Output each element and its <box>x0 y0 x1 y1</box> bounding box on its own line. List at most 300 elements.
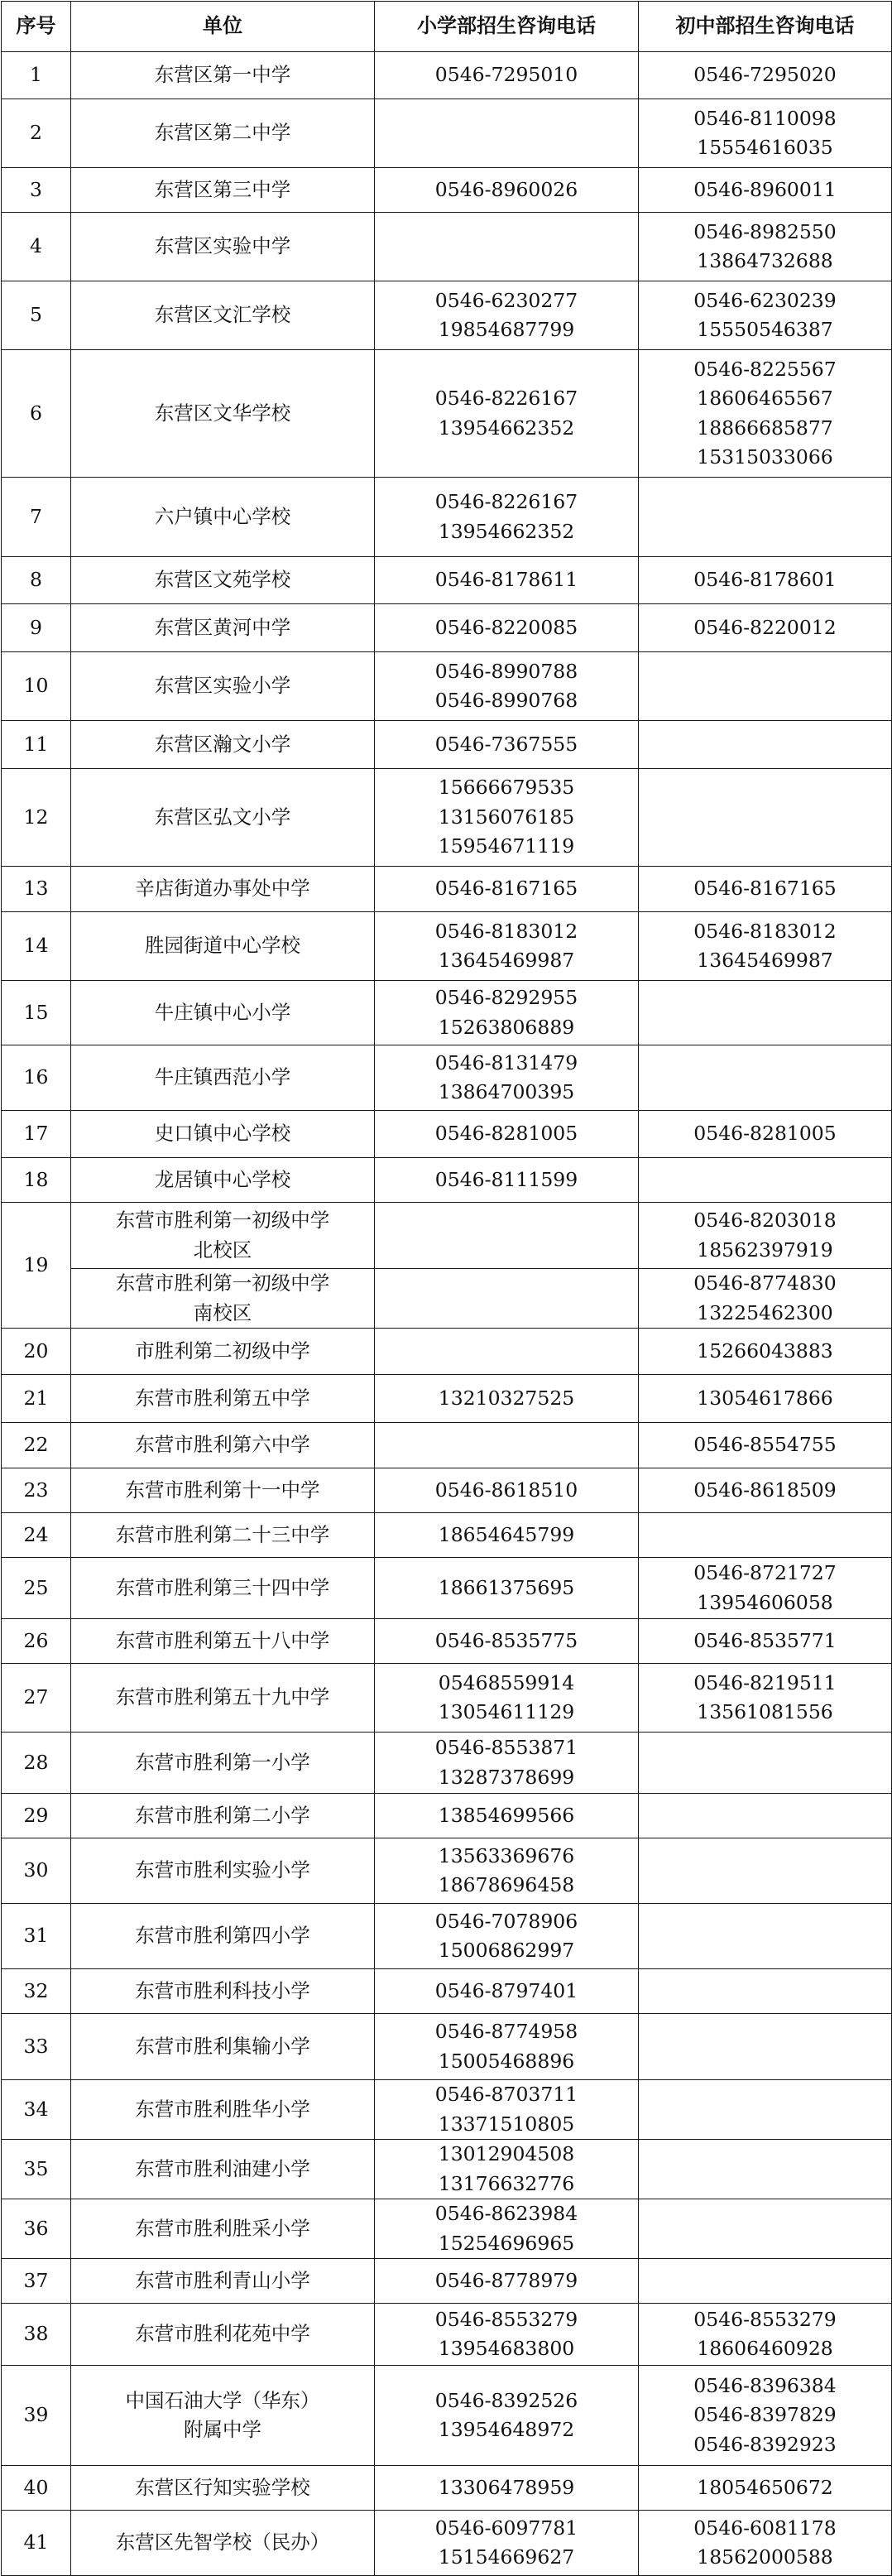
row-index: 9 <box>2 604 71 652</box>
junior-phone-cell <box>639 1969 892 2014</box>
unit-line: 东营区文华学校 <box>154 401 291 425</box>
junior-phone-cell <box>639 981 892 1045</box>
junior-phone-cell <box>639 1111 892 1158</box>
enrollment-phone-table <box>1 1 892 2576</box>
primary-phone-cell <box>375 2366 639 2466</box>
row-index: 17 <box>2 1111 71 1158</box>
table-row <box>2 2304 892 2366</box>
unit-line: 东营区文汇学校 <box>154 303 291 327</box>
unit-line: 东营区弘文小学 <box>154 805 291 829</box>
unit-line: 东营市胜利第二十三中学 <box>115 1522 330 1546</box>
unit-line: 东营区第一中学 <box>154 63 291 87</box>
primary-phone-cell <box>375 721 639 769</box>
primary-phone-line: 0546-8553279 <box>434 2307 578 2331</box>
primary-phone-line: 0546-8553871 <box>434 1736 578 1759</box>
unit-cell <box>71 1468 375 1513</box>
unit-cell <box>71 1904 375 1969</box>
table-row <box>2 1045 892 1111</box>
junior-phone-line: 0546-8721727 <box>693 1561 837 1584</box>
primary-phone-line: 15263806889 <box>438 1015 575 1039</box>
junior-phone-cell <box>639 604 892 652</box>
junior-phone-line: 0546-6081178 <box>693 2516 837 2540</box>
row-index: 33 <box>2 2014 71 2080</box>
primary-phone-line: 13156076185 <box>438 805 575 829</box>
unit-line: 东营市胜利第五中学 <box>135 1386 310 1410</box>
unit-line: 东营市胜利胜华小学 <box>135 2097 310 2121</box>
unit-line: 东营市胜利油建小学 <box>135 2156 310 2180</box>
primary-phone-line: 15006862997 <box>438 1939 575 1962</box>
primary-phone-cell <box>375 1664 639 1733</box>
junior-phone-cell <box>639 1619 892 1664</box>
table-row <box>2 2366 892 2466</box>
unit-cell <box>71 2511 375 2576</box>
junior-phone-cell <box>639 769 892 867</box>
junior-phone-line: 0546-8774830 <box>693 1271 837 1295</box>
primary-phone-cell <box>375 2511 639 2576</box>
junior-phone-cell <box>639 1468 892 1513</box>
unit-cell <box>71 1111 375 1158</box>
junior-phone-cell <box>639 99 892 168</box>
junior-phone-line: 15315033066 <box>697 445 833 469</box>
table-row <box>2 1733 892 1794</box>
row-index: 5 <box>2 281 71 350</box>
table-row <box>2 2199 892 2259</box>
unit-cell <box>71 99 375 168</box>
unit-line: 牛庄镇西范小学 <box>154 1065 291 1089</box>
primary-phone-line: 0546-8226167 <box>434 387 578 410</box>
unit-line: 辛店街道办事处中学 <box>135 877 310 901</box>
primary-phone-line: 18654645799 <box>438 1522 575 1546</box>
table-row <box>2 2511 892 2576</box>
primary-phone-cell <box>375 99 639 168</box>
table-row <box>2 2080 892 2140</box>
unit-line: 东营市胜利集输小学 <box>135 2034 310 2058</box>
table-row <box>2 1513 892 1558</box>
junior-phone-line: 0546-8392923 <box>693 2432 837 2456</box>
junior-phone-line: 13954606058 <box>697 1590 833 1614</box>
row-index: 24 <box>2 1513 71 1558</box>
table-body <box>2 52 892 2576</box>
table-row <box>2 1203 892 1269</box>
primary-phone-line: 13563369676 <box>438 1843 575 1867</box>
primary-phone-line: 0546-8703711 <box>434 2083 578 2106</box>
row-index: 40 <box>2 2466 71 2511</box>
row-index: 12 <box>2 769 71 867</box>
row-index: 35 <box>2 2140 71 2199</box>
primary-phone-cell <box>375 652 639 721</box>
unit-line: 东营市胜利第一小学 <box>135 1750 310 1774</box>
table-row <box>2 557 892 604</box>
junior-phone-cell <box>639 2304 892 2366</box>
header-index: 序号 <box>2 2 71 52</box>
primary-phone-line: 13954683800 <box>438 2337 575 2360</box>
unit-line: 东营市胜利第四小学 <box>135 1924 310 1948</box>
table-row <box>2 99 892 168</box>
junior-phone-line: 18606460928 <box>697 2337 833 2360</box>
row-index: 41 <box>2 2511 71 2576</box>
table-row <box>2 52 892 99</box>
primary-phone-line: 0546-8797401 <box>434 1978 578 2002</box>
primary-phone-line: 15154669627 <box>438 2545 575 2569</box>
junior-phone-line: 0546-8396384 <box>693 2373 837 2397</box>
primary-phone-cell <box>375 2199 639 2259</box>
junior-phone-cell <box>639 1513 892 1558</box>
row-index: 20 <box>2 1329 71 1375</box>
row-index: 11 <box>2 721 71 769</box>
primary-phone-line: 0546-7078906 <box>434 1909 578 1933</box>
primary-phone-cell <box>375 981 639 1045</box>
table-row <box>2 1423 892 1468</box>
row-index: 26 <box>2 1619 71 1664</box>
primary-phone-line: 13176632776 <box>438 2171 575 2195</box>
primary-phone-line: 18661375695 <box>438 1575 575 1599</box>
unit-line: 东营市胜利第一初级中学 <box>115 1209 330 1232</box>
primary-phone-line: 15254696965 <box>438 2231 575 2255</box>
junior-phone-line: 0546-8178601 <box>693 568 837 592</box>
primary-phone-line: 0546-8618510 <box>434 1478 578 1502</box>
junior-phone-cell <box>639 2466 892 2511</box>
primary-phone-cell <box>375 281 639 350</box>
table-row <box>2 721 892 769</box>
table-row <box>2 1838 892 1904</box>
primary-phone-line: 0546-8131479 <box>434 1050 578 1074</box>
primary-phone-cell <box>375 867 639 912</box>
primary-phone-cell <box>375 1158 639 1203</box>
table-row <box>2 981 892 1045</box>
unit-line: 东营市胜利第六中学 <box>135 1433 310 1457</box>
unit-line: 东营市胜利第二小学 <box>135 1803 310 1827</box>
primary-phone-cell <box>375 52 639 99</box>
unit-line: 市胜利第二初级中学 <box>135 1338 310 1362</box>
primary-phone-cell <box>375 478 639 557</box>
unit-line: 龙居镇中心学校 <box>154 1167 291 1191</box>
primary-phone-line: 13645469987 <box>438 949 575 972</box>
primary-phone-cell <box>375 1423 639 1468</box>
junior-phone-line: 0546-8167165 <box>693 877 837 901</box>
primary-phone-cell <box>375 1619 639 1664</box>
unit-cell <box>71 2466 375 2511</box>
row-index: 29 <box>2 1794 71 1838</box>
primary-phone-line: 13954662352 <box>438 519 575 543</box>
row-index: 6 <box>2 350 71 478</box>
junior-phone-line: 0546-8553279 <box>693 2307 837 2331</box>
junior-phone-cell <box>639 912 892 981</box>
unit-line: 南校区 <box>193 1300 252 1324</box>
unit-cell <box>71 1423 375 1468</box>
primary-phone-line: 0546-8392526 <box>434 2388 578 2412</box>
primary-phone-cell <box>375 2259 639 2304</box>
table-row <box>2 168 892 213</box>
primary-phone-line: 15954671119 <box>438 834 575 858</box>
unit-line: 东营市胜利青山小学 <box>135 2268 310 2292</box>
primary-phone-cell <box>375 1794 639 1838</box>
table-row <box>2 2466 892 2511</box>
unit-cell <box>71 1619 375 1664</box>
unit-line: 东营区实验小学 <box>154 674 291 698</box>
table-row <box>2 912 892 981</box>
primary-phone-line: 0546-8183012 <box>434 919 578 943</box>
table-row <box>2 281 892 350</box>
table-row <box>2 2259 892 2304</box>
junior-phone-line: 18866685877 <box>697 416 833 440</box>
row-index: 23 <box>2 1468 71 1513</box>
unit-cell <box>71 769 375 867</box>
row-index: 2 <box>2 99 71 168</box>
table-row <box>2 604 892 652</box>
unit-cell <box>71 867 375 912</box>
table-row <box>2 1904 892 1969</box>
table-row <box>2 1619 892 1664</box>
primary-phone-line: 0546-8960026 <box>434 177 578 201</box>
header-primary-phone: 小学部招生咨询电话 <box>375 2 639 52</box>
junior-phone-cell <box>639 1045 892 1111</box>
unit-cell <box>71 2014 375 2080</box>
primary-phone-line: 13054611129 <box>438 1700 575 1723</box>
row-index: 7 <box>2 478 71 557</box>
unit-cell <box>71 478 375 557</box>
unit-cell <box>71 1158 375 1203</box>
junior-phone-line: 0546-8397829 <box>693 2403 837 2427</box>
unit-line: 牛庄镇中心小学 <box>154 1000 291 1024</box>
primary-phone-line: 0546-8226167 <box>434 490 578 513</box>
table-row <box>2 350 892 478</box>
unit-line: 东营市胜利第一初级中学 <box>115 1271 330 1295</box>
unit-line: 东营市胜利第五十八中学 <box>115 1628 330 1652</box>
row-index: 10 <box>2 652 71 721</box>
junior-phone-line: 18562397919 <box>697 1238 833 1262</box>
row-index: 1 <box>2 52 71 99</box>
primary-phone-line: 05468559914 <box>438 1670 575 1694</box>
primary-phone-cell <box>375 1111 639 1158</box>
junior-phone-line: 0546-8535771 <box>693 1628 837 1652</box>
table-row <box>2 652 892 721</box>
unit-cell <box>71 2140 375 2199</box>
primary-phone-line: 0546-8990768 <box>434 689 578 712</box>
junior-phone-line: 15554616035 <box>697 136 833 159</box>
primary-phone-line: 0546-6097781 <box>434 2516 578 2540</box>
table-row <box>2 1664 892 1733</box>
primary-phone-line: 15666679535 <box>438 776 575 800</box>
table-row <box>2 1329 892 1375</box>
junior-phone-line: 0546-6230239 <box>693 288 837 312</box>
junior-phone-line: 18606465567 <box>697 387 833 410</box>
primary-phone-line: 0546-8778979 <box>434 2268 578 2292</box>
junior-phone-cell <box>639 2366 892 2466</box>
primary-phone-line: 0546-8990788 <box>434 659 578 683</box>
unit-line: 东营区第三中学 <box>154 177 291 201</box>
unit-cell <box>71 557 375 604</box>
unit-line: 中国石油大学（华东） <box>125 2388 320 2412</box>
junior-phone-line: 15266043883 <box>697 1338 833 1362</box>
table-row <box>2 1468 892 1513</box>
primary-phone-line: 0546-6230277 <box>434 288 578 312</box>
junior-phone-cell <box>639 1269 892 1329</box>
junior-phone-cell <box>639 1794 892 1838</box>
junior-phone-cell <box>639 350 892 478</box>
junior-phone-line: 0546-8203018 <box>693 1209 837 1232</box>
primary-phone-line: 0546-8220085 <box>434 615 578 639</box>
unit-cell <box>71 281 375 350</box>
row-index: 21 <box>2 1375 71 1423</box>
junior-phone-cell <box>639 1664 892 1733</box>
table-row <box>2 769 892 867</box>
junior-phone-cell <box>639 1423 892 1468</box>
unit-line: 北校区 <box>193 1238 252 1262</box>
junior-phone-cell <box>639 867 892 912</box>
primary-phone-cell <box>375 1375 639 1423</box>
primary-phone-line: 13306478959 <box>438 2475 575 2499</box>
junior-phone-line: 13225462300 <box>697 1300 833 1324</box>
primary-phone-line: 0546-8535775 <box>434 1628 578 1652</box>
unit-line: 东营区行知实验学校 <box>135 2475 310 2499</box>
row-index: 39 <box>2 2366 71 2466</box>
primary-phone-cell <box>375 350 639 478</box>
junior-phone-line: 0546-8618509 <box>693 1478 837 1502</box>
junior-phone-line: 0546-8220012 <box>693 615 837 639</box>
primary-phone-cell <box>375 912 639 981</box>
primary-phone-cell <box>375 1969 639 2014</box>
primary-phone-cell <box>375 2304 639 2366</box>
primary-phone-line: 15005468896 <box>438 2049 575 2073</box>
table-row <box>2 1794 892 1838</box>
primary-phone-cell <box>375 2466 639 2511</box>
junior-phone-line: 0546-8110098 <box>693 106 837 130</box>
unit-cell <box>71 1969 375 2014</box>
junior-phone-cell <box>639 213 892 281</box>
unit-line: 东营市胜利科技小学 <box>135 1978 310 2002</box>
junior-phone-line: 13561081556 <box>697 1700 833 1723</box>
row-index: 4 <box>2 213 71 281</box>
junior-phone-cell <box>639 168 892 213</box>
primary-phone-line: 13954648972 <box>438 2418 575 2441</box>
junior-phone-cell <box>639 2199 892 2259</box>
junior-phone-line: 0546-8960011 <box>693 177 837 201</box>
primary-phone-cell <box>375 213 639 281</box>
junior-phone-cell <box>639 1904 892 1969</box>
primary-phone-cell <box>375 1329 639 1375</box>
junior-phone-cell <box>639 2140 892 2199</box>
junior-phone-cell <box>639 2080 892 2140</box>
junior-phone-cell <box>639 2014 892 2080</box>
junior-phone-cell <box>639 1375 892 1423</box>
primary-phone-line: 0546-8178611 <box>434 568 578 592</box>
unit-cell <box>71 213 375 281</box>
primary-phone-line: 13210327525 <box>438 1386 575 1410</box>
primary-phone-line: 0546-8167165 <box>434 877 578 901</box>
row-index: 25 <box>2 1558 71 1619</box>
junior-phone-cell <box>639 1558 892 1619</box>
junior-phone-cell <box>639 281 892 350</box>
primary-phone-cell <box>375 2014 639 2080</box>
junior-phone-line: 15550546387 <box>697 318 833 341</box>
primary-phone-cell <box>375 2080 639 2140</box>
unit-line: 东营市胜利实验小学 <box>135 1858 310 1882</box>
primary-phone-line: 13287378699 <box>438 1765 575 1789</box>
junior-phone-line: 13864732688 <box>697 249 833 272</box>
primary-phone-line: 13954662352 <box>438 416 575 440</box>
unit-cell <box>71 721 375 769</box>
primary-phone-line: 13854699566 <box>438 1803 575 1827</box>
unit-line: 东营市胜利花苑中学 <box>135 2322 310 2346</box>
row-index: 14 <box>2 912 71 981</box>
primary-phone-line: 19854687799 <box>438 318 575 341</box>
table-row <box>2 1158 892 1203</box>
primary-phone-line: 0546-8281005 <box>434 1122 578 1146</box>
unit-line: 东营区黄河中学 <box>154 615 291 639</box>
unit-line: 东营区瀚文小学 <box>154 732 291 756</box>
junior-phone-cell <box>639 478 892 557</box>
primary-phone-cell <box>375 769 639 867</box>
junior-phone-cell <box>639 1158 892 1203</box>
primary-phone-line: 0546-8774958 <box>434 2020 578 2043</box>
row-index: 16 <box>2 1045 71 1111</box>
unit-line: 东营市胜利第十一中学 <box>125 1478 320 1502</box>
unit-line: 东营区先智学校（民办） <box>115 2530 330 2554</box>
junior-phone-line: 0546-8281005 <box>693 1122 837 1146</box>
table-row <box>2 1111 892 1158</box>
primary-phone-line: 0546-8623984 <box>434 2202 578 2225</box>
unit-line: 胜园街道中心学校 <box>145 934 300 958</box>
table-row <box>2 478 892 557</box>
junior-phone-line: 13054617866 <box>697 1386 833 1410</box>
unit-cell <box>71 1375 375 1423</box>
row-index: 30 <box>2 1838 71 1904</box>
junior-phone-line: 0546-8554755 <box>693 1433 837 1457</box>
unit-cell <box>71 981 375 1045</box>
row-index: 27 <box>2 1664 71 1733</box>
unit-line: 史口镇中心学校 <box>154 1122 291 1146</box>
table-row <box>2 867 892 912</box>
unit-cell <box>71 1794 375 1838</box>
unit-cell <box>71 1203 375 1269</box>
unit-cell <box>71 350 375 478</box>
junior-phone-cell <box>639 1329 892 1375</box>
unit-cell <box>71 1838 375 1904</box>
primary-phone-line: 0546-7295010 <box>434 63 578 87</box>
unit-cell <box>71 1513 375 1558</box>
unit-cell <box>71 1329 375 1375</box>
table-row <box>2 2014 892 2080</box>
table-row <box>2 1969 892 2014</box>
row-index: 8 <box>2 557 71 604</box>
unit-cell <box>71 1733 375 1794</box>
unit-line: 东营市胜利胜采小学 <box>135 2216 310 2240</box>
row-index: 31 <box>2 1904 71 1969</box>
unit-cell <box>71 52 375 99</box>
row-index: 18 <box>2 1158 71 1203</box>
junior-phone-cell <box>639 557 892 604</box>
table-row <box>2 2140 892 2199</box>
unit-cell <box>71 652 375 721</box>
unit-cell <box>71 1664 375 1733</box>
unit-cell <box>71 1269 375 1329</box>
unit-cell <box>71 2259 375 2304</box>
junior-phone-cell <box>639 1838 892 1904</box>
table-row <box>2 1375 892 1423</box>
junior-phone-cell <box>639 1733 892 1794</box>
primary-phone-line: 0546-8111599 <box>434 1167 578 1191</box>
row-index: 22 <box>2 1423 71 1468</box>
unit-line: 东营区文苑学校 <box>154 568 291 592</box>
primary-phone-cell <box>375 1733 639 1794</box>
primary-phone-cell <box>375 1558 639 1619</box>
unit-cell <box>71 2199 375 2259</box>
row-index: 38 <box>2 2304 71 2366</box>
junior-phone-cell <box>639 1203 892 1269</box>
junior-phone-line: 0546-8219511 <box>693 1670 837 1694</box>
junior-phone-cell <box>639 721 892 769</box>
row-index: 15 <box>2 981 71 1045</box>
